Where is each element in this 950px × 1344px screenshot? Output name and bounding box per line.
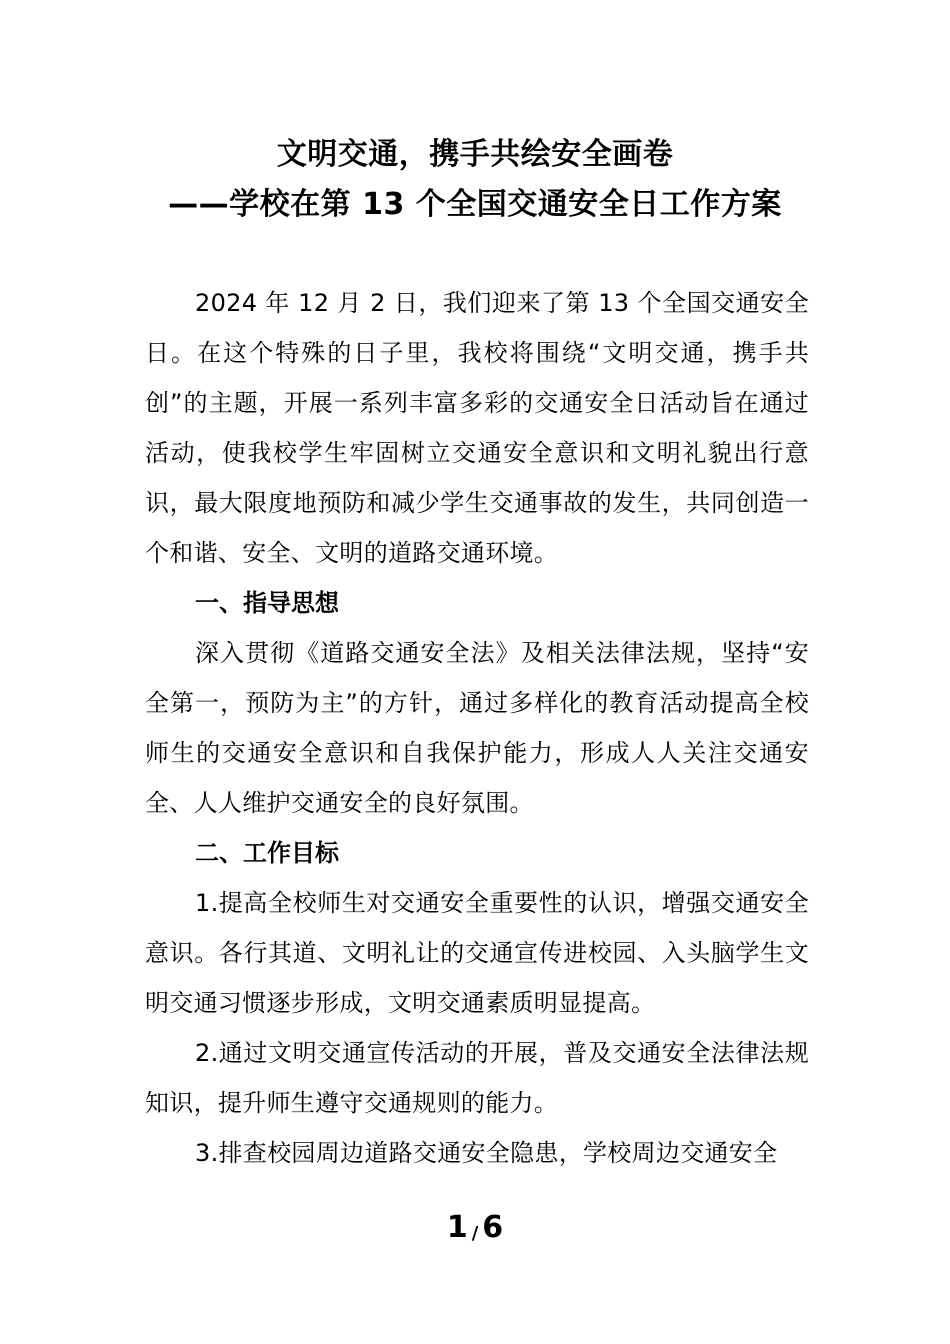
page-separator: /	[471, 1223, 479, 1244]
page-number	[0, 1206, 950, 1256]
intro-paragraph: 2024 年 12 月 2 日，我们迎来了第 13 个全国交通安全日。在这个特殊的日子里，我校将围绕“文明交通，携手共创”的主题，开展一系列丰富多彩的交通安全日活动旨在通过活动，使我校学生牢固树立交通安全意识和文明礼貌出行意识，最大限度地预防和减少学生交通事故的发生，共同创造一个和谐、安全、文明的道路交通环境。	[145, 289, 809, 567]
section-heading-guiding-ideology: 一、指导思想	[195, 589, 339, 617]
section-paragraph: 3.排查校园周边道路交通安全隐患，学校周边交通安全	[195, 1139, 778, 1167]
document-title: 文明交通，携手共绘安全画卷	[276, 137, 674, 172]
section-paragraph: 1.提高全校师生对交通安全重要性的认识，增强交通安全意识。各行其道、文明礼让的交通宣传进校园、入头脑学生文明交通习惯逐步形成，文明交通素质明显提高。	[145, 889, 809, 1017]
section-paragraph: 2.通过文明交通宣传活动的开展，普及交通安全法律法规知识，提升师生遵守交通规则的能力。	[145, 1039, 809, 1117]
document-body	[145, 278, 809, 1178]
page-total: 6	[482, 1210, 504, 1245]
page-current: 1	[446, 1210, 468, 1245]
section-paragraph: 深入贯彻《道路交通安全法》及相关法律法规，坚持“安全第一，预防为主”的方针，通过多样化的教育活动提高全校师生的交通安全意识和自我保护能力，形成人人关注交通安全、人人维护交通安全的良好氛围。	[145, 639, 809, 817]
document-subtitle: ——学校在第 13 个全国交通安全日工作方案	[168, 187, 782, 222]
title-block	[0, 130, 950, 230]
section-heading-work-goals: 二、工作目标	[195, 839, 339, 867]
